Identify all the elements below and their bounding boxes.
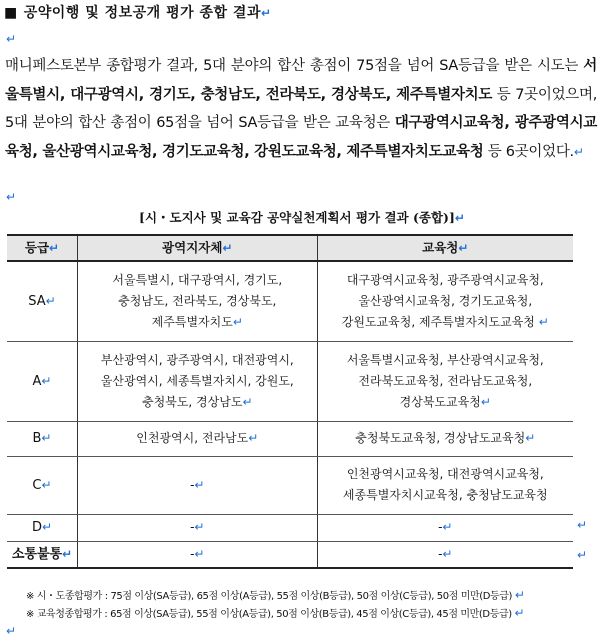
grade-cell: C↵	[7, 456, 78, 514]
paragraph-mark-icon: ↵	[454, 211, 465, 225]
paragraph-bold-regions: 서울특별시, 대구광역시, 경기도, 충청남도, 전라북도, 경상북도, 제주특별자치도	[5, 58, 597, 103]
note-education-office: ※ 교육청종합평가 : 65점 이상(SA등급), 55점 이상(A등급), 50점 이상(B등급), 45점 이상(C등급), 45점 미만(D등급) ↵	[26, 606, 525, 620]
paragraph-mark-icon: ↵	[45, 293, 56, 308]
paragraph-bold-offices: 대구광역시교육청, 광주광역시교육청, 울산광역시교육청, 경기도교육청, 강원도교육청, 제주특별자치도교육청	[5, 115, 597, 160]
header-education-office: 교육청↵	[317, 235, 573, 261]
paragraph-mark-icon: ↵	[514, 606, 525, 620]
paragraph-mark-icon: ↵	[41, 477, 52, 492]
paragraph-mark-icon: ↵	[6, 190, 17, 204]
paragraph-mark-icon: ↵	[248, 431, 259, 445]
table-header-row	[7, 235, 573, 261]
paragraph-mark-icon: ↵	[480, 394, 491, 409]
results-table	[7, 234, 573, 569]
paragraph-mark-icon: ↵	[41, 373, 52, 388]
paragraph-mark-icon: ↵	[222, 241, 233, 255]
paragraph-mark-icon: ↵	[577, 548, 588, 562]
grade-cell: B↵	[7, 421, 78, 456]
education-office-cell: -↵	[317, 514, 573, 541]
paragraph-mark-icon: ↵	[194, 477, 205, 492]
table-row	[7, 514, 573, 541]
header-grade: 등급↵	[7, 235, 78, 261]
paragraph-mark-icon: ↵	[62, 546, 73, 561]
local-gov-cell: 서울특별시, 대구광역시, 경기도, 충청남도, 전라북도, 경상북도, 제주특별자치도↵	[78, 261, 318, 341]
paragraph-text-1: 매니페스토본부 종합평가 결과, 5대 분야의 합산 총점이 75점을 넘어 SA등급을 받은 시도는	[5, 58, 584, 74]
paragraph-mark-icon: ↵	[6, 32, 17, 46]
education-office-cell: -↵	[317, 541, 573, 568]
table-caption-text: [시・도지사 및 교육감 공약실천계획서 평가 결과 (종합)]	[139, 210, 455, 225]
table-row	[7, 456, 573, 514]
section-heading	[4, 2, 272, 22]
local-gov-cell: -↵	[78, 456, 318, 514]
table-row	[7, 261, 573, 341]
paragraph-mark-icon: ↵	[442, 546, 453, 561]
grade-cell: D↵	[7, 514, 78, 541]
paragraph-mark-icon: ↵	[49, 241, 60, 255]
paragraph-mark-icon: ↵	[41, 520, 53, 534]
square-bullet-icon: ■	[4, 5, 18, 21]
paragraph-mark-icon: ↵	[573, 144, 584, 159]
paragraph-mark-icon: ↵	[577, 518, 588, 532]
paragraph-mark-icon: ↵	[41, 431, 52, 445]
paragraph-mark-icon: ↵	[442, 520, 453, 534]
summary-paragraph	[5, 52, 597, 166]
table-row	[7, 541, 573, 568]
local-gov-cell: 부산광역시, 광주광역시, 대전광역시, 울산광역시, 세종특별자치시, 강원도, 충청북도, 경상남도↵	[78, 341, 318, 421]
note-local-gov: ※ 시・도종합평가 : 75점 이상(SA등급), 65점 이상(A등급), 55점 이상(B등급), 50점 이상(C등급), 50점 미만(D등급) ↵	[26, 588, 525, 602]
paragraph-mark-icon: ↵	[194, 520, 205, 534]
local-gov-cell: -↵	[78, 514, 318, 541]
education-office-cell: 서울특별시교육청, 부산광역시교육청, 전라북도교육청, 전라남도교육청, 경상북도교육청↵	[317, 341, 573, 421]
grade-cell: 소통불통↵	[7, 541, 78, 568]
header-local-gov: 광역지자체↵	[78, 235, 318, 261]
paragraph-text-2: 등 7곳이었으며, 5대 분야의 합산 총점이 65점을 넘어 SA등급을 받은 교육청은	[5, 86, 597, 131]
paragraph-mark-icon: ↵	[514, 588, 525, 602]
paragraph-mark-icon: ↵	[458, 241, 469, 255]
paragraph-mark-icon: ↵	[538, 314, 549, 329]
grade-cell: A↵	[7, 341, 78, 421]
paragraph-mark-icon: ↵	[260, 6, 272, 20]
local-gov-cell: 인천광역시, 전라남도↵	[78, 421, 318, 456]
paragraph-mark-icon: ↵	[6, 624, 17, 638]
education-office-cell: 인천광역시교육청, 대전광역시교육청, 세종특별자치시교육청, 충청남도교육청	[317, 456, 573, 514]
table-caption	[0, 208, 604, 226]
paragraph-mark-icon: ↵	[194, 546, 205, 561]
heading-title: 공약이행 및 정보공개 평가 종합 결과	[23, 5, 261, 21]
education-office-cell: 충청북도교육청, 경상남도교육청↵	[317, 421, 573, 456]
paragraph-mark-icon: ↵	[232, 314, 243, 329]
paragraph-mark-icon: ↵	[525, 431, 536, 445]
education-office-cell: 대구광역시교육청, 광주광역시교육청, 울산광역시교육청, 경기도교육청, 강원도교육청, 제주특별자치도교육청 ↵	[317, 261, 573, 341]
local-gov-cell: -↵	[78, 541, 318, 568]
grade-cell: SA↵	[7, 261, 78, 341]
paragraph-mark-icon: ↵	[242, 394, 253, 409]
paragraph-text-3: 등 6곳이었다.	[483, 143, 574, 160]
table-row	[7, 421, 573, 456]
table-row	[7, 341, 573, 421]
